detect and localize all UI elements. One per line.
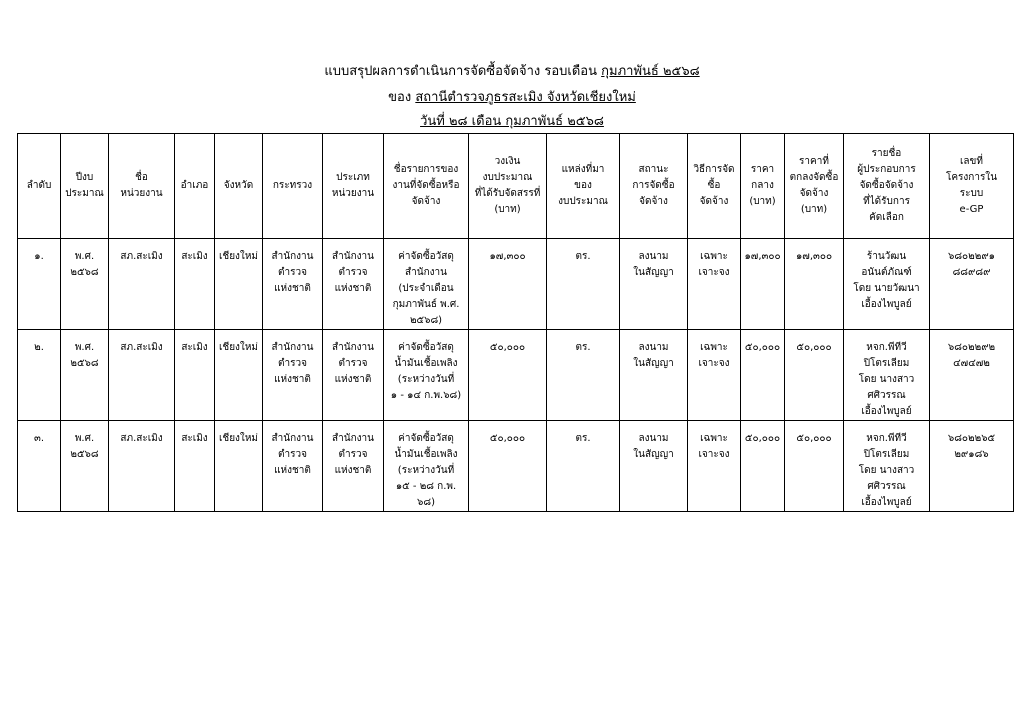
cell-unit-type: สำนักงาน ตำรวจ แห่งชาติ xyxy=(323,330,384,421)
col-header-egp: เลขที่ โครงการใน ระบบ e-GP xyxy=(930,134,1014,239)
cell-item: ค่าจัดซื้อวัสดุ น้ำมันเชื้อเพลิง (ระหว่างวันที่ ๑ - ๑๔ ก.พ.๖๘) xyxy=(384,330,469,421)
org-prefix: ของ xyxy=(388,90,416,105)
cell-ministry: สำนักงาน ตำรวจ แห่งชาติ xyxy=(263,421,323,512)
table-row xyxy=(18,239,1014,330)
report-organization xyxy=(0,90,1024,106)
cell-budget: ๕๐,๐๐๐ xyxy=(469,330,547,421)
table-row xyxy=(18,330,1014,421)
cell-unit: สภ.สะเมิง xyxy=(109,421,175,512)
col-header-year: ปีงบ ประมาณ xyxy=(61,134,109,239)
cell-ministry: สำนักงาน ตำรวจ แห่งชาติ xyxy=(263,330,323,421)
cell-method: เฉพาะ เจาะจง xyxy=(688,421,741,512)
cell-unit-type: สำนักงาน ตำรวจ แห่งชาติ xyxy=(323,421,384,512)
cell-district: สะเมิง xyxy=(175,421,215,512)
title-prefix: แบบสรุปผลการดำเนินการจัดซื้อจัดจ้าง รอบเดือน xyxy=(324,64,602,79)
cell-no: ๑. xyxy=(18,239,61,330)
cell-status: ลงนาม ในสัญญา xyxy=(620,421,688,512)
col-header-method: วิธีการจัด ซื้อ จัดจ้าง xyxy=(688,134,741,239)
col-header-no: ลำดับ xyxy=(18,134,61,239)
report-date-text: วันที่ ๒๘ เดือน กุมภาพันธ์ ๒๕๖๘ xyxy=(420,114,604,129)
cell-district: สะเมิง xyxy=(175,239,215,330)
cell-egp: ๖๘๐๒๒๙๑ ๘๘๙๘๙ xyxy=(930,239,1014,330)
cell-unit: สภ.สะเมิง xyxy=(109,330,175,421)
report-date xyxy=(0,114,1024,130)
cell-district: สะเมิง xyxy=(175,330,215,421)
col-header-province: จังหวัด xyxy=(215,134,263,239)
col-header-source: แหล่งที่มา ของ งบประมาณ xyxy=(547,134,620,239)
cell-item: ค่าจัดซื้อวัสดุ น้ำมันเชื้อเพลิง (ระหว่างวันที่ ๑๕ - ๒๘ ก.พ. ๖๘) xyxy=(384,421,469,512)
title-month: กุมภาพันธ์ ๒๕๖๘ xyxy=(601,64,700,79)
col-header-budget: วงเงิน งบประมาณ ที่ได้รับจัดสรรที่ (บาท) xyxy=(469,134,547,239)
col-header-ministry: กระทรวง xyxy=(263,134,323,239)
cell-method: เฉพาะ เจาะจง xyxy=(688,330,741,421)
cell-budget: ๕๐,๐๐๐ xyxy=(469,421,547,512)
cell-source: ตร. xyxy=(547,239,620,330)
cell-vendor: หจก.พีทีวี ปิโตรเลียม โดย นางสาว ศศิวรรณ เอื้องไพบูลย์ xyxy=(844,421,930,512)
cell-status: ลงนาม ในสัญญา xyxy=(620,239,688,330)
org-name: สถานีตำรวจภูธรสะเมิง จังหวัดเชียงใหม่ xyxy=(415,90,636,105)
cell-median-price: ๕๐,๐๐๐ xyxy=(741,421,785,512)
header-row xyxy=(18,134,1014,239)
cell-year: พ.ศ. ๒๕๖๘ xyxy=(61,330,109,421)
cell-agreed-price: ๑๗,๓๐๐ xyxy=(785,239,844,330)
cell-method: เฉพาะ เจาะจง xyxy=(688,239,741,330)
col-header-district: อำเภอ xyxy=(175,134,215,239)
col-header-vendor: รายชื่อ ผู้ประกอบการ จัดซื้อจัดจ้าง ที่ได้รับการ คัดเลือก xyxy=(844,134,930,239)
cell-year: พ.ศ. ๒๕๖๘ xyxy=(61,239,109,330)
table-row xyxy=(18,421,1014,512)
cell-item: ค่าจัดซื้อวัสดุ สำนักงาน (ประจำเดือน กุมภาพันธ์ พ.ศ. ๒๕๖๘) xyxy=(384,239,469,330)
cell-ministry: สำนักงาน ตำรวจ แห่งชาติ xyxy=(263,239,323,330)
cell-egp: ๖๘๐๒๒๙๒ ๔๗๔๗๒ xyxy=(930,330,1014,421)
cell-median-price: ๑๗,๓๐๐ xyxy=(741,239,785,330)
cell-province: เชียงใหม่ xyxy=(215,421,263,512)
cell-unit-type: สำนักงาน ตำรวจ แห่งชาติ xyxy=(323,239,384,330)
col-header-unit-type: ประเภท หน่วยงาน xyxy=(323,134,384,239)
cell-egp: ๖๘๐๒๒๖๕ ๒๙๑๘๖ xyxy=(930,421,1014,512)
col-header-status: สถานะ การจัดซื้อ จัดจ้าง xyxy=(620,134,688,239)
cell-province: เชียงใหม่ xyxy=(215,239,263,330)
procurement-table xyxy=(17,133,1014,512)
cell-budget: ๑๗,๓๐๐ xyxy=(469,239,547,330)
col-header-agreed-price: ราคาที่ ตกลงจัดซื้อ จัดจ้าง (บาท) xyxy=(785,134,844,239)
report-title xyxy=(0,64,1024,80)
cell-median-price: ๕๐,๐๐๐ xyxy=(741,330,785,421)
cell-no: ๓. xyxy=(18,421,61,512)
cell-unit: สภ.สะเมิง xyxy=(109,239,175,330)
cell-agreed-price: ๕๐,๐๐๐ xyxy=(785,330,844,421)
cell-province: เชียงใหม่ xyxy=(215,330,263,421)
cell-status: ลงนาม ในสัญญา xyxy=(620,330,688,421)
cell-year: พ.ศ. ๒๕๖๘ xyxy=(61,421,109,512)
cell-vendor: ร้านวัฒน อนันต์ภัณฑ์ โดย นายวัฒนา เอื้องไพบูลย์ xyxy=(844,239,930,330)
cell-vendor: หจก.พีทีวี ปิโตรเลียม โดย นางสาว ศศิวรรณ เอื้องไพบูลย์ xyxy=(844,330,930,421)
cell-no: ๒. xyxy=(18,330,61,421)
cell-source: ตร. xyxy=(547,421,620,512)
col-header-unit: ชื่อ หน่วยงาน xyxy=(109,134,175,239)
cell-source: ตร. xyxy=(547,330,620,421)
cell-agreed-price: ๕๐,๐๐๐ xyxy=(785,421,844,512)
col-header-item: ชื่อรายการของ งานที่จัดซื้อหรือ จัดจ้าง xyxy=(384,134,469,239)
col-header-median-price: ราคา กลาง (บาท) xyxy=(741,134,785,239)
